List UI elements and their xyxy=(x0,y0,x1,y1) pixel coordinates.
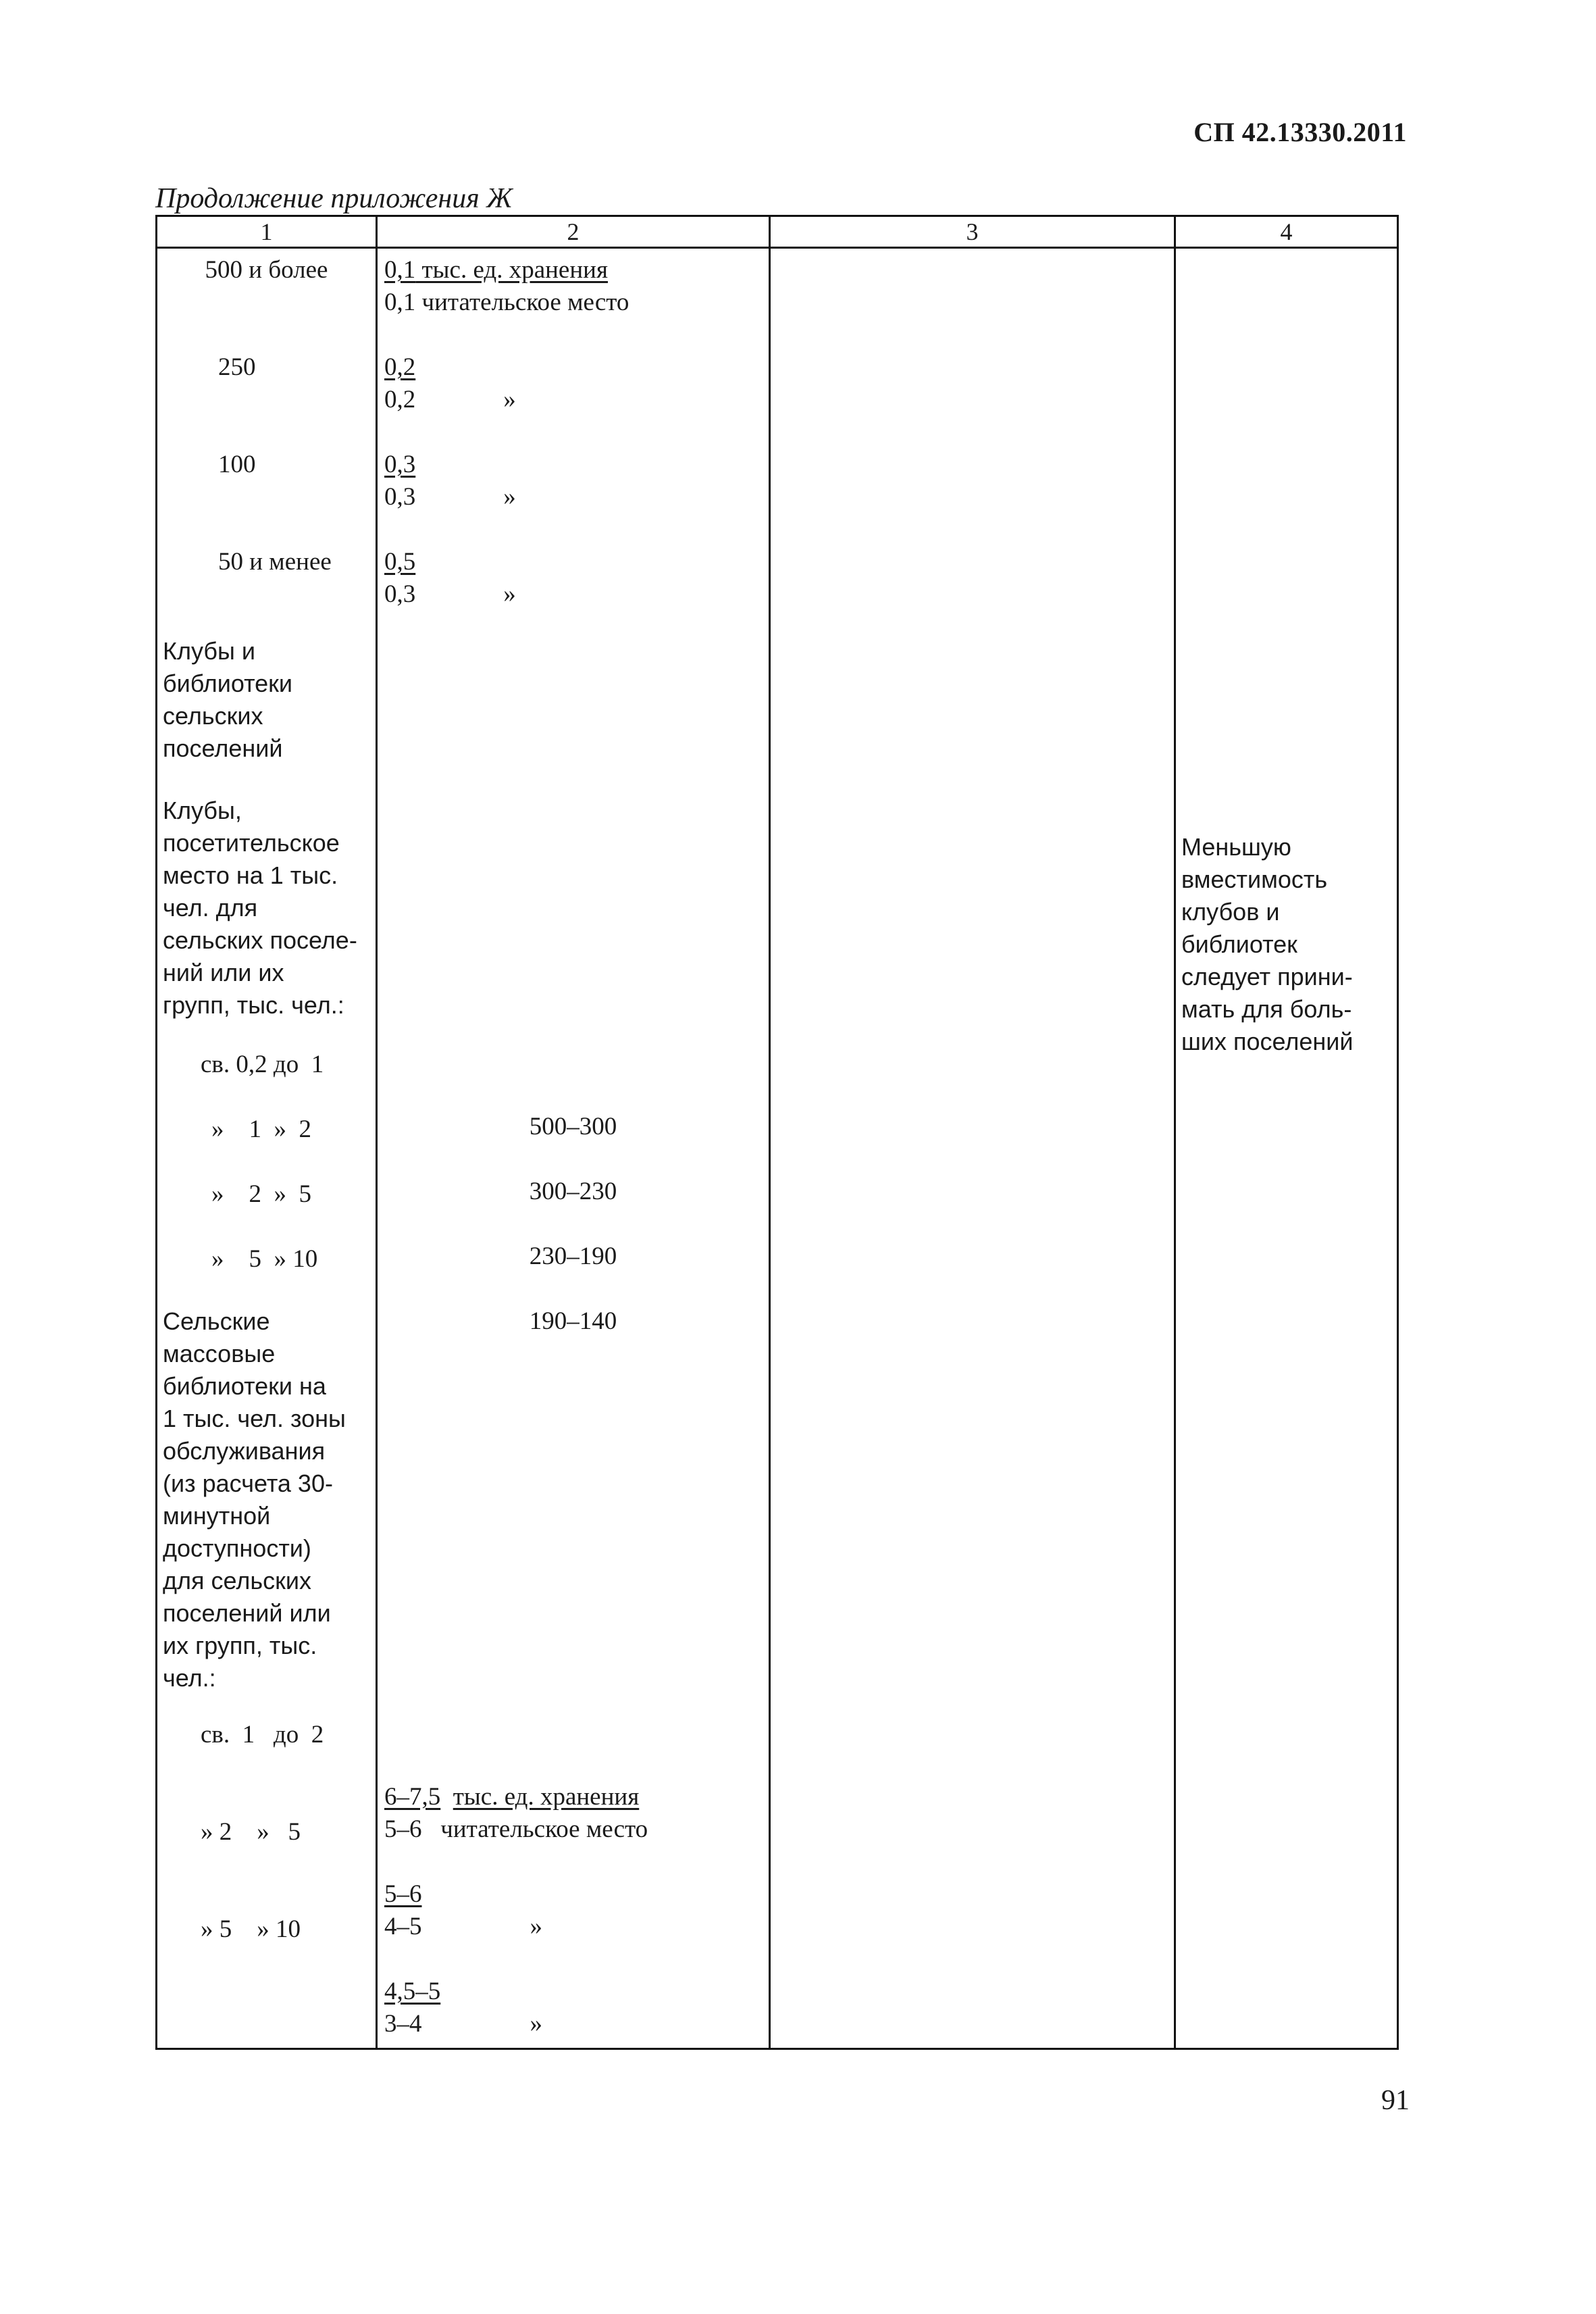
libraries-norm-bottom: 3–4 » xyxy=(384,2010,542,2038)
column-2-cell xyxy=(377,248,770,2049)
clubs-heading-line: Клубы, xyxy=(163,797,242,824)
urban-norm-top: 0,1 тыс. ед. хранения xyxy=(384,256,608,284)
urban-norm-bottom: 0,3 » xyxy=(384,483,516,511)
table-caption: Продолжение приложения Ж xyxy=(155,183,513,214)
clubs-heading-line: сельских поселе- xyxy=(163,926,357,954)
clubs-capacity-value: 300–230 xyxy=(529,1178,617,1205)
libraries-heading-line: доступности) xyxy=(163,1534,311,1562)
document-code: СП 42.13330.2011 xyxy=(1193,117,1407,147)
urban-norm-top: 0,2 xyxy=(384,353,416,381)
clubs-entry-label: » 2 » 5 xyxy=(211,1180,311,1208)
clubs-heading-line: чел. для xyxy=(163,894,258,922)
libraries-entry-label: св. 1 до 2 xyxy=(201,1721,324,1749)
libraries-heading-line: для сельских xyxy=(163,1567,311,1594)
libraries-entry-label: » 2 » 5 xyxy=(201,1818,301,1846)
page-number: 91 xyxy=(1381,2085,1410,2116)
column-number-row xyxy=(157,216,1398,248)
column-3-cell xyxy=(770,248,1175,2049)
clubs-heading-line: групп, тыс. чел.: xyxy=(163,991,344,1019)
column-header-3: 3 xyxy=(770,216,1175,248)
libraries-norm-bottom: 5–6 читательское место xyxy=(384,1815,648,1843)
clubs-note-line: клубов и xyxy=(1181,898,1280,926)
rural-heading-line: Клубы и xyxy=(163,637,255,665)
column-header-2: 2 xyxy=(377,216,770,248)
libraries-heading-line: Сельские xyxy=(163,1307,270,1335)
urban-norm-bottom: 0,1 читательское место xyxy=(384,288,629,316)
urban-entry-label: 250 xyxy=(218,353,256,381)
libraries-heading-line: минутной xyxy=(163,1502,271,1530)
clubs-entry-label: св. 0,2 до 1 xyxy=(201,1051,324,1078)
urban-entry-label: 500 и более xyxy=(205,256,328,284)
urban-entry-label: 100 xyxy=(218,451,256,478)
clubs-heading-line: ний или их xyxy=(163,959,284,986)
libraries-norm-top: 5–6 xyxy=(384,1880,422,1908)
libraries-heading-line: чел.: xyxy=(163,1664,216,1692)
clubs-heading-line: посетительское xyxy=(163,829,340,857)
libraries-heading-line: обслуживания xyxy=(163,1437,326,1465)
clubs-note-line: Меньшую xyxy=(1181,833,1291,861)
clubs-note-line: библиотек xyxy=(1181,930,1297,958)
clubs-entry-label: » 1 » 2 xyxy=(211,1115,311,1143)
libraries-norm-top: 6–7,5 тыс. ед. хранения xyxy=(384,1783,640,1811)
column-header-1: 1 xyxy=(157,216,377,248)
clubs-heading xyxy=(157,795,376,1022)
clubs-note xyxy=(1176,831,1397,1058)
libraries-entry-label: » 5 » 10 xyxy=(201,1915,301,1943)
rural-heading-line: сельских xyxy=(163,702,263,730)
clubs-note-line: ших поселений xyxy=(1181,1028,1354,1055)
table-body-row xyxy=(157,248,1398,2049)
libraries-heading-line: массовые xyxy=(163,1340,276,1367)
clubs-entry-label: » 5 » 10 xyxy=(211,1245,318,1273)
column-1-cell xyxy=(157,248,377,2049)
clubs-heading-line: место на 1 тыс. xyxy=(163,861,338,889)
urban-norm-bottom: 0,2 » xyxy=(384,386,516,413)
rural-heading-line: поселений xyxy=(163,734,283,762)
urban-norm-top: 0,5 xyxy=(384,548,416,576)
clubs-note-line: следует прини- xyxy=(1181,963,1353,990)
rural-heading xyxy=(157,635,376,765)
clubs-capacity-value: 190–140 xyxy=(529,1307,617,1335)
urban-entry-label: 50 и менее xyxy=(218,548,332,576)
urban-norm-bottom: 0,3 » xyxy=(384,580,516,608)
urban-norm-top: 0,3 xyxy=(384,451,416,478)
libraries-heading-line: их групп, тыс. xyxy=(163,1632,317,1659)
column-4-cell xyxy=(1175,248,1398,2049)
clubs-capacity-value: 230–190 xyxy=(529,1242,617,1270)
libraries-heading-line: библиотеки на xyxy=(163,1372,326,1400)
libraries-heading-line: поселений или xyxy=(163,1599,331,1627)
libraries-norm-bottom: 4–5 » xyxy=(384,1913,542,1940)
libraries-heading xyxy=(157,1305,376,1694)
clubs-note-line: мать для боль- xyxy=(1181,995,1352,1023)
column-header-4: 4 xyxy=(1175,216,1398,248)
rural-heading-line: библиотеки xyxy=(163,670,293,697)
appendix-table xyxy=(155,215,1399,2050)
libraries-heading-line: 1 тыс. чел. зоны xyxy=(163,1405,346,1432)
libraries-heading-line: (из расчета 30- xyxy=(163,1469,333,1497)
clubs-note-line: вместимость xyxy=(1181,865,1328,893)
clubs-capacity-value: 500–300 xyxy=(529,1113,617,1140)
libraries-norm-top: 4,5–5 xyxy=(384,1978,441,2005)
